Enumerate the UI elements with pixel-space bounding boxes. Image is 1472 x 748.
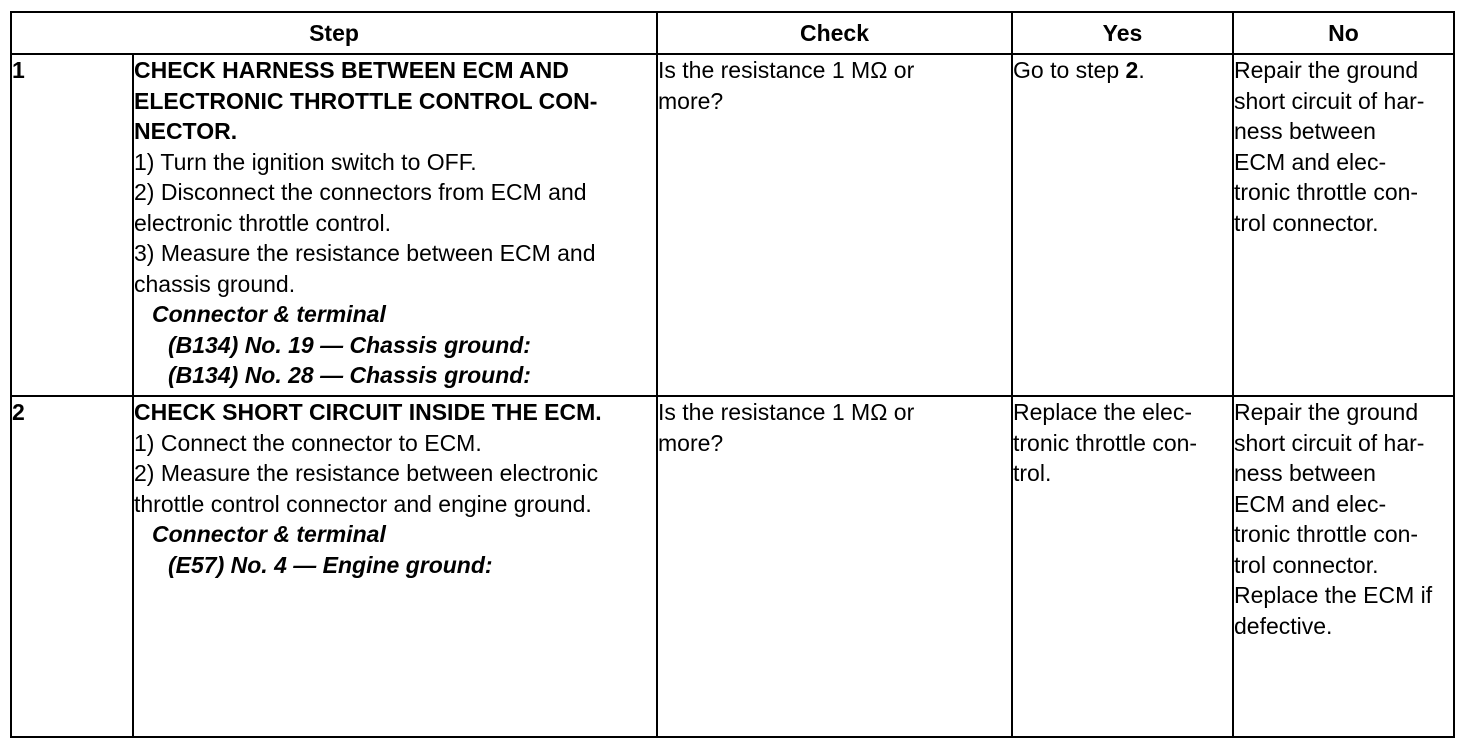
no-line: ness between xyxy=(1234,118,1376,144)
no-line: Repair the ground xyxy=(1234,57,1419,83)
check-cell xyxy=(657,54,1012,396)
yes-text: Go to step xyxy=(1013,57,1126,83)
step-title-line: CHECK SHORT CIRCUIT INSIDE THE ECM. xyxy=(134,399,602,425)
header-check: Check xyxy=(657,12,1012,54)
no-line: tronic throttle con- xyxy=(1234,179,1419,205)
no-line: ECM and elec- xyxy=(1234,148,1387,175)
step-title-line: NECTOR. xyxy=(134,118,238,144)
yes-step-ref: 2 xyxy=(1125,57,1139,83)
no-cell xyxy=(1233,396,1454,737)
no-line: trol connector. xyxy=(1234,209,1379,236)
table-row xyxy=(11,396,1454,737)
no-line: trol connector. xyxy=(1234,551,1379,578)
step-number: 1 xyxy=(11,54,133,396)
step-description xyxy=(133,396,657,737)
no-line: ness between xyxy=(1234,460,1376,486)
connector-label: Connector & terminal xyxy=(152,521,386,547)
no-line: Replace the ECM if xyxy=(1234,582,1433,608)
instruction-line: 3) Measure the resistance between ECM and xyxy=(134,240,596,266)
no-line: tronic throttle con- xyxy=(1234,521,1419,547)
header-no: No xyxy=(1233,12,1454,54)
yes-line: Replace the elec- xyxy=(1013,399,1192,425)
check-line: more? xyxy=(658,429,724,456)
no-line: short circuit of har- xyxy=(1234,429,1425,456)
yes-line: trol. xyxy=(1013,460,1052,486)
no-line: defective. xyxy=(1234,612,1333,639)
no-cell xyxy=(1233,54,1454,396)
yes-cell xyxy=(1012,54,1233,396)
no-line: short circuit of har- xyxy=(1234,87,1425,114)
instruction-line: chassis ground. xyxy=(134,270,296,297)
check-line: Is the resistance 1 MΩ or xyxy=(658,57,915,83)
table-row xyxy=(11,54,1454,396)
step-description xyxy=(133,54,657,396)
step-title-line: CHECK HARNESS BETWEEN ECM AND xyxy=(134,57,569,83)
instruction-line: 2) Disconnect the connectors from ECM and xyxy=(134,179,587,205)
terminal-spec: (E57) No. 4 — Engine ground: xyxy=(168,551,493,578)
terminal-spec: (B134) No. 19 — Chassis ground: xyxy=(168,331,531,358)
check-cell xyxy=(657,396,1012,737)
check-line: more? xyxy=(658,87,724,114)
instruction-line: 1) Turn the ignition switch to OFF. xyxy=(134,148,477,175)
instruction-line: 1) Connect the connector to ECM. xyxy=(134,429,482,456)
connector-label: Connector & terminal xyxy=(152,301,386,327)
diagnostic-table xyxy=(10,11,1455,738)
header-row xyxy=(11,12,1454,54)
header-yes: Yes xyxy=(1012,12,1233,54)
header-step: Step xyxy=(11,12,657,54)
no-line: Repair the ground xyxy=(1234,399,1419,425)
instruction-line: throttle control connector and engine ground. xyxy=(134,490,592,517)
step-number: 2 xyxy=(11,396,133,737)
check-line: Is the resistance 1 MΩ or xyxy=(658,399,915,425)
yes-cell xyxy=(1012,396,1233,737)
step-title-line: ELECTRONIC THROTTLE CONTROL CON- xyxy=(134,87,598,114)
no-line: ECM and elec- xyxy=(1234,490,1387,517)
yes-line: tronic throttle con- xyxy=(1013,429,1198,456)
instruction-line: 2) Measure the resistance between electronic xyxy=(134,460,599,486)
yes-text-end: . xyxy=(1138,57,1145,83)
instruction-line: electronic throttle control. xyxy=(134,209,391,236)
terminal-spec: (B134) No. 28 — Chassis ground: xyxy=(168,362,531,388)
